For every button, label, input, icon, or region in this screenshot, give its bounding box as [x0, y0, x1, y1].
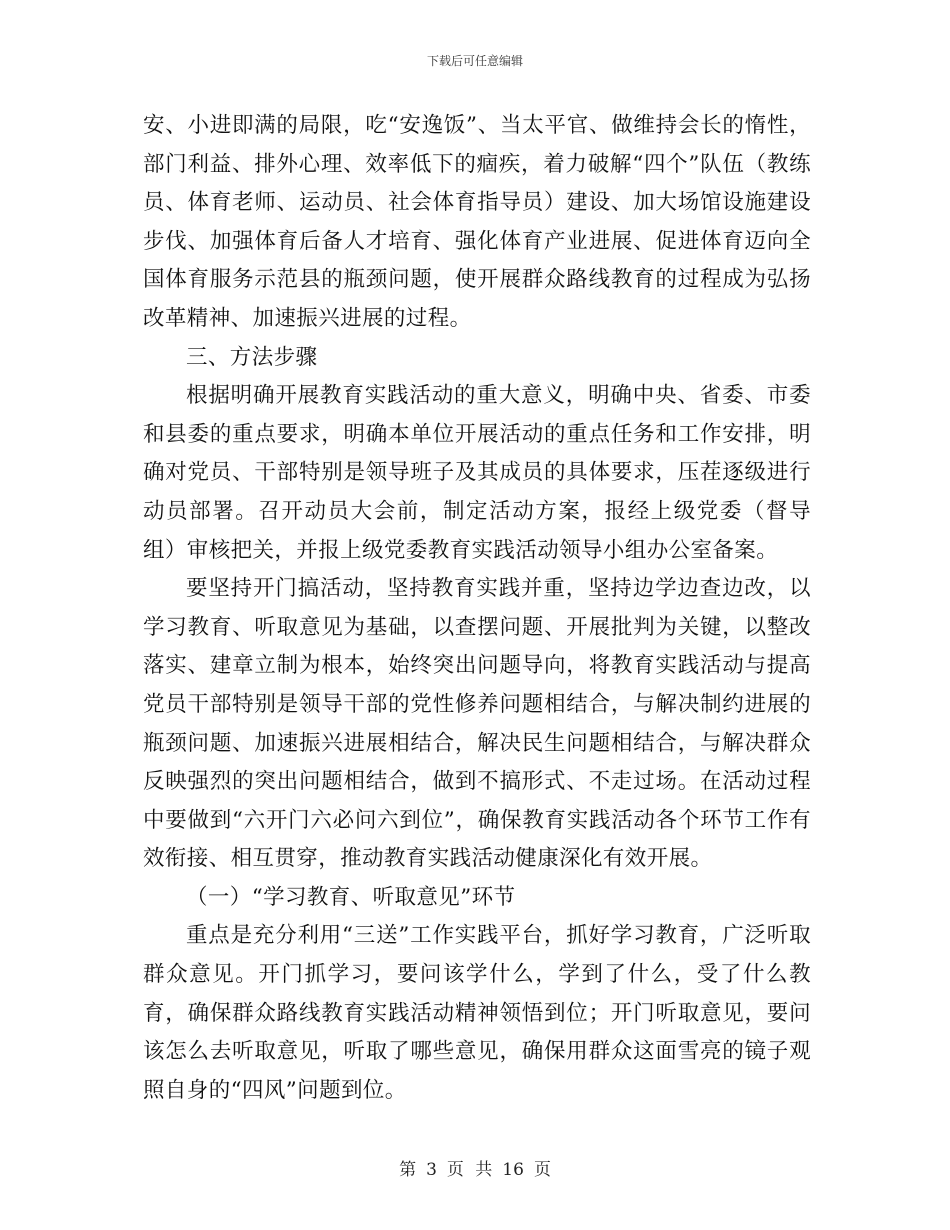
paragraph-4: 重点是充分利用“三送”工作实践平台，抓好学习教育，广泛听取群众意见。开门抓学习，要问该学什么，学到了什么，受了什么教育，确保群众路线教育实践活动精神领悟到位；开门听取意见，要问该怎么去听取意见，听取了哪些意见，确保用群众这面雪亮的镜子观照自身的“四风”问题到位。 [143, 923, 811, 1103]
paragraph-2: 根据明确开展教育实践活动的重大意义，明确中央、省委、市委和县委的重点要求，明确本单位开展活动的重点任务和工作安排，明确对党员、干部特别是领导班子及其成员的具体要求，压茬逐级进行动员部署。召开动员大会前，制定活动方案，报经上级党委（督导组）审核把关，并报上级党委教育实践活动领导小组办公室备案。 [143, 383, 811, 563]
page-header: 下载后可任意编辑 [426, 54, 523, 68]
section-heading-methods: 三、方法步骤 [186, 344, 318, 370]
page-number: 3 [426, 1160, 437, 1180]
footer-suffix: 页 [533, 1160, 551, 1180]
footer-middle: 页 共 [446, 1160, 493, 1180]
page-total: 16 [502, 1160, 524, 1180]
page-footer [0, 1155, 950, 1180]
subsection-heading-1: （一）“学习教育、听取意见”环节 [186, 884, 516, 910]
paragraph-3: 要坚持开门搞活动，坚持教育实践并重，坚持边学边查边改，以学习教育、听取意见为基础，以查摆问题、开展批判为关键，以整改落实、建章立制为根本，始终突出问题导向，将教育实践活动与提高党员干部特别是领导干部的党性修养问题相结合，与解决制约进展的瓶颈问题、加速振兴进展相结合，解决民生问题相结合，与解决群众反映强烈的突出问题相结合，做到不搞形式、不走过场。在活动过程中要做到“六开门六必问六到位”，确保教育实践活动各个环节工作有效衔接、相互贯穿，推动教育实践活动健康深化有效开展。 [143, 576, 811, 872]
footer-prefix: 第 [399, 1160, 417, 1180]
document-body [143, 107, 811, 1110]
paragraph-1: 安、小进即满的局限，吃“安逸饭”、当太平官、做维持会长的惰性，部门利益、排外心理、效率低下的痼疾，着力破解“四个”队伍（教练员、体育老师、运动员、社会体育指导员）建设、加大场馆设施建设步伐、加强体育后备人才培育、强化体育产业进展、促进体育迈向全国体育服务示范县的瓶颈问题，使开展群众路线教育的过程成为弘扬改革精神、加速振兴进展的过程。 [143, 113, 811, 331]
